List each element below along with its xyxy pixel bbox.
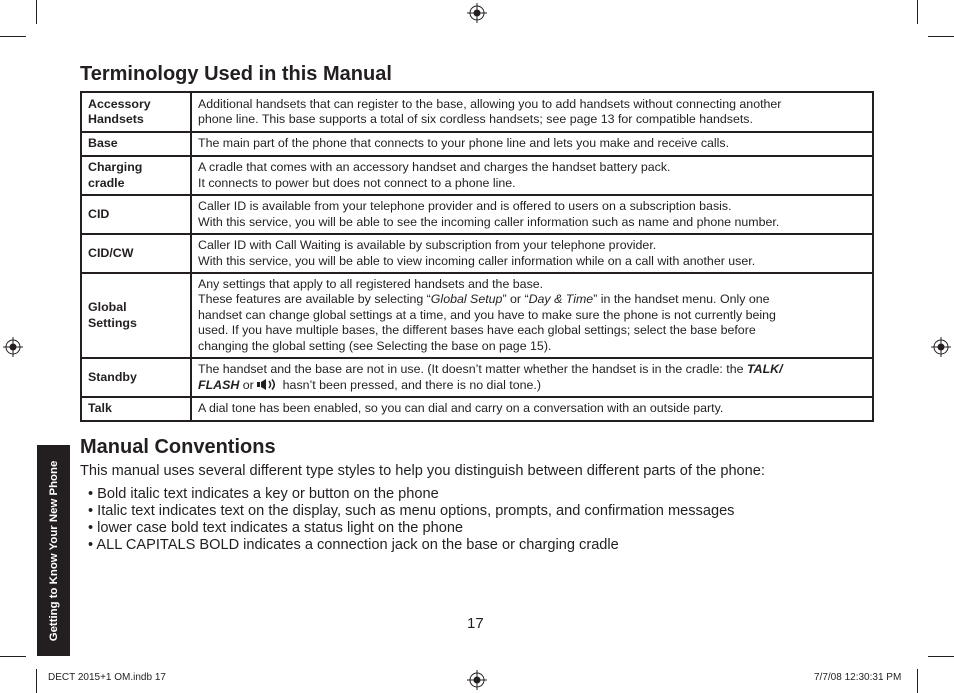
table-row bbox=[81, 156, 873, 195]
conventions-list bbox=[88, 486, 734, 554]
terminology-heading: Terminology Used in this Manual bbox=[80, 63, 392, 85]
crop-mark bbox=[36, 0, 37, 24]
definition-cell: Additional handsets that can register to the base, allowing you to add handsets without connecting another phone line. This base supports a total of six cordless handsets; see page 13 for compatible handsets. bbox=[191, 92, 873, 132]
table-row bbox=[81, 132, 873, 156]
slug-left: DECT 2015+1 OM.indb 17 bbox=[48, 672, 166, 683]
table-row bbox=[81, 273, 873, 358]
term-cell: Charging cradle bbox=[81, 156, 191, 195]
term-cell: CID/CW bbox=[81, 234, 191, 273]
registration-mark-icon bbox=[467, 670, 487, 690]
crop-mark bbox=[917, 0, 918, 24]
definition-cell: The handset and the base are not in use. (It doesn’t matter whether the handset is in the cradle: the TALK/ FLASH or hasn’t been pressed, and there is no dial tone.) bbox=[191, 358, 873, 397]
list-item: • Italic text indicates text on the display, such as menu options, prompts, and confirmation messages bbox=[88, 503, 735, 519]
crop-mark bbox=[0, 656, 26, 657]
term-cell: Base bbox=[81, 132, 191, 156]
definition-cell: Caller ID with Call Waiting is available by subscription from your telephone provider. With this service, you will be able to view incoming caller information while on a call with another user. bbox=[191, 234, 873, 273]
crop-mark bbox=[0, 36, 26, 37]
speaker-icon bbox=[257, 379, 279, 390]
table-row bbox=[81, 358, 873, 397]
conventions-intro: This manual uses several different type styles to help you distinguish between different parts of the phone: bbox=[80, 463, 765, 479]
display-text: Day & Time bbox=[528, 292, 594, 307]
term-cell: Standby bbox=[81, 358, 191, 397]
side-tab bbox=[37, 445, 70, 656]
crop-mark bbox=[928, 656, 954, 657]
side-tab-label: Getting to Know Your New Phone bbox=[47, 460, 60, 641]
term-cell: CID bbox=[81, 195, 191, 234]
crop-mark bbox=[928, 36, 954, 37]
definition-cell: A dial tone has been enabled, so you can dial and carry on a conversation with an outside party. bbox=[191, 397, 873, 421]
registration-mark-icon bbox=[3, 337, 23, 357]
conventions-heading: Manual Conventions bbox=[80, 436, 276, 458]
list-item: • Bold italic text indicates a key or button on the phone bbox=[88, 486, 439, 502]
definition-cell: Caller ID is available from your telephone provider and is offered to users on a subscription basis. With this service, you will be able to see the incoming caller information such as name and phone number. bbox=[191, 195, 873, 234]
list-item: • ALL CAPITALS BOLD indicates a connection jack on the base or charging cradle bbox=[88, 537, 619, 553]
crop-mark bbox=[917, 669, 918, 693]
table-row bbox=[81, 234, 873, 273]
term-cell: Accessory Handsets bbox=[81, 92, 191, 132]
term-cell: Talk bbox=[81, 397, 191, 421]
key-label: FLASH bbox=[198, 377, 240, 392]
crop-mark bbox=[36, 669, 37, 693]
registration-mark-icon bbox=[467, 3, 487, 23]
table-row bbox=[81, 195, 873, 234]
definition-cell: The main part of the phone that connects to your phone line and lets you make and receive calls. bbox=[191, 132, 873, 156]
definition-cell: A cradle that comes with an accessory handset and charges the handset battery pack. It connects to power but does not connect to a phone line. bbox=[191, 156, 873, 195]
list-item: • lower case bold text indicates a status light on the phone bbox=[88, 520, 464, 536]
display-text: Global Setup bbox=[430, 292, 503, 307]
slug-right: 7/7/08 12:30:31 PM bbox=[814, 672, 902, 683]
definition-cell: Any settings that apply to all registered handsets and the base. These features are available by selecting “Global Setup” or “Day & Time” in the handset menu. Only one handset can change global settings at a time, and you have to make sure the phone is not currently being used. If you have multiple bases, the different bases have each global settings; select the base before changing the global setting (see Selecting the base on page 15). bbox=[191, 273, 873, 358]
term-cell: Global Settings bbox=[81, 273, 191, 358]
key-label: TALK/ bbox=[746, 362, 783, 376]
page-number: 17 bbox=[467, 615, 484, 632]
terminology-table bbox=[80, 91, 874, 422]
table-row bbox=[81, 397, 873, 421]
table-row bbox=[81, 92, 873, 132]
registration-mark-icon bbox=[931, 337, 951, 357]
